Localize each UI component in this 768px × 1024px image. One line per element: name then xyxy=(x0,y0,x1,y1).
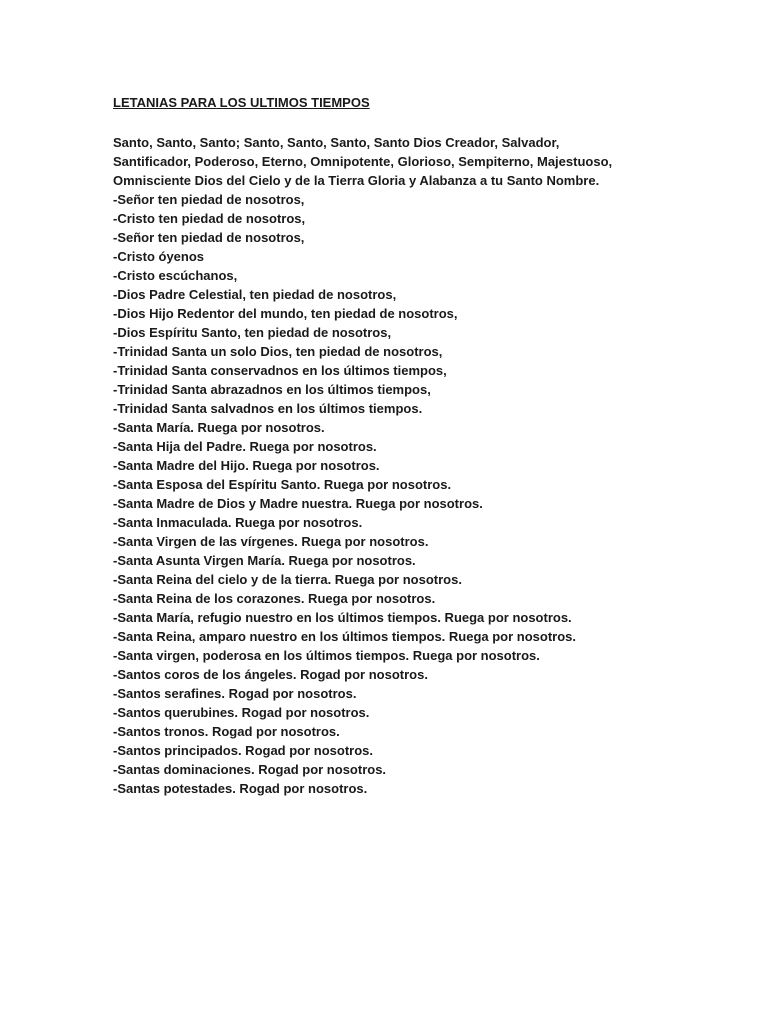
litany-line: -Dios Hijo Redentor del mundo, ten piedad de nosotros, xyxy=(113,306,458,321)
litany-section-mary xyxy=(113,418,713,665)
litany-line: -Santa Madre del Hijo. Ruega por nosotros. xyxy=(113,458,380,473)
litany-line: -Trinidad Santa un solo Dios, ten piedad de nosotros, xyxy=(113,344,443,359)
litany-line: -Santa Asunta Virgen María. Ruega por nosotros. xyxy=(113,553,416,568)
litany-line: -Dios Espíritu Santo, ten piedad de nosotros, xyxy=(113,325,392,340)
litany-line: -Señor ten piedad de nosotros, xyxy=(113,230,305,245)
litany-line: -Santa Reina del cielo y de la tierra. Ruega por nosotros. xyxy=(113,572,462,587)
litany-line: -Santa virgen, poderosa en los últimos tiempos. Ruega por nosotros. xyxy=(113,648,540,663)
litany-section-angels xyxy=(113,665,713,798)
litany-line: -Trinidad Santa conservadnos en los últimos tiempos, xyxy=(113,363,447,378)
litany-line: -Santas potestades. Rogad por nosotros. xyxy=(113,781,368,796)
litany-line: -Santos coros de los ángeles. Rogad por nosotros. xyxy=(113,667,428,682)
litany-line: -Santa Esposa del Espíritu Santo. Ruega por nosotros. xyxy=(113,477,452,492)
litany-line: -Santa María. Ruega por nosotros. xyxy=(113,420,325,435)
litany-line: -Santa María, refugio nuestro en los últimos tiempos. Ruega por nosotros. xyxy=(113,610,572,625)
litany-line: -Santas dominaciones. Rogad por nosotros. xyxy=(113,762,387,777)
litany-line: -Santa Inmaculada. Ruega por nosotros. xyxy=(113,515,363,530)
litany-line: -Cristo ten piedad de nosotros, xyxy=(113,211,306,226)
litany-line: -Santos principados. Rogad por nosotros. xyxy=(113,743,374,758)
litany-line: -Santa Reina, amparo nuestro en los últimos tiempos. Ruega por nosotros. xyxy=(113,629,577,644)
litany-line: -Dios Padre Celestial, ten piedad de nosotros, xyxy=(113,287,397,302)
litany-line: -Trinidad Santa salvadnos en los últimos tiempos. xyxy=(113,401,423,416)
litany-line: -Santa Madre de Dios y Madre nuestra. Ruega por nosotros. xyxy=(113,496,483,511)
litany-line: -Cristo óyenos xyxy=(113,249,205,264)
litany-line: -Santa Virgen de las vírgenes. Ruega por nosotros. xyxy=(113,534,429,549)
document-body xyxy=(113,93,713,798)
document-title: LETANIAS PARA LOS ULTIMOS TIEMPOS xyxy=(113,95,370,110)
intro-paragraph: Santo, Santo, Santo; Santo, Santo, Santo, Santo Dios Creador, Salvador, Santificador, Poderoso, Eterno, Omnipotente, Glorioso, Sempiterno, Majestuoso, Omnisciente Dios del Cielo y de la Tierra Gloria y Alabanza a tu Santo Nombre. xyxy=(113,135,613,188)
litany-line: -Santa Hija del Padre. Ruega por nosotros. xyxy=(113,439,377,454)
litany-line: -Santa Reina de los corazones. Ruega por nosotros. xyxy=(113,591,436,606)
litany-line: -Trinidad Santa abrazadnos en los últimos tiempos, xyxy=(113,382,431,397)
litany-line: -Santos querubines. Rogad por nosotros. xyxy=(113,705,370,720)
litany-section-trinity xyxy=(113,190,713,418)
litany-line: -Santos serafines. Rogad por nosotros. xyxy=(113,686,357,701)
litany-line: -Cristo escúchanos, xyxy=(113,268,238,283)
litany-line: -Santos tronos. Rogad por nosotros. xyxy=(113,724,340,739)
litany-line: -Señor ten piedad de nosotros, xyxy=(113,192,305,207)
